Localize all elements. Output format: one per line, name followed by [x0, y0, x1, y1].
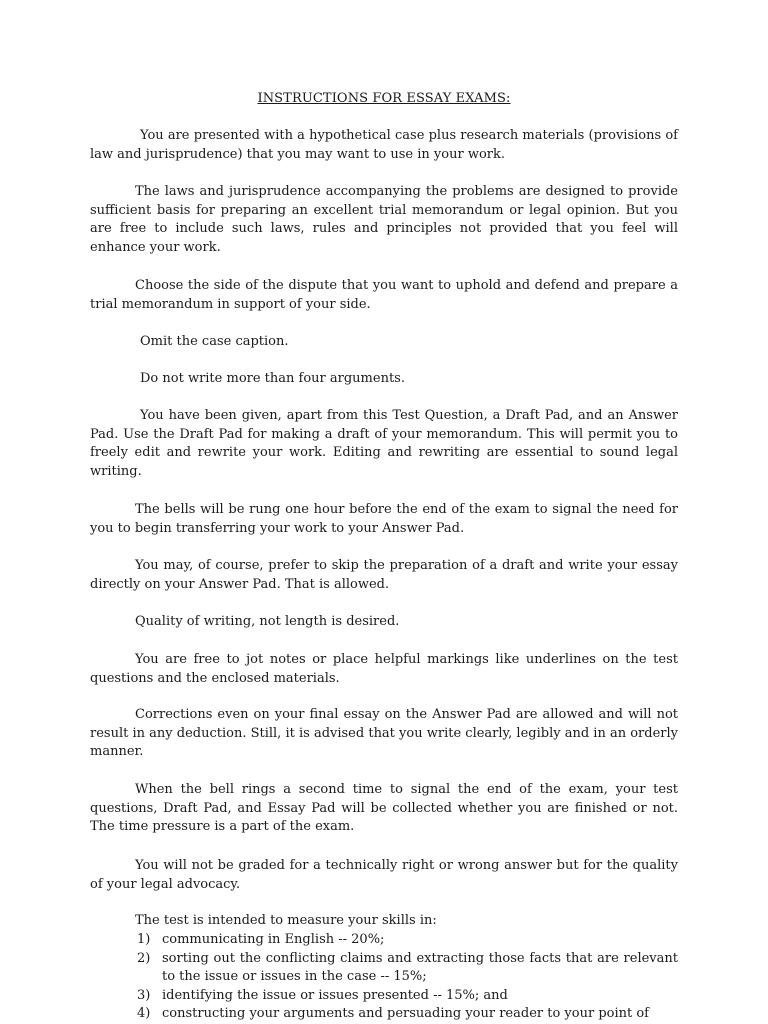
paragraph: Choose the side of the dispute that you want to uphold and defend and prepare a trial memorandum in support of your side. — [90, 278, 678, 312]
list-item-text: communicating in English -- 20%; — [162, 932, 385, 947]
list-item-text: constructing your arguments and persuading your reader to your point of — [162, 1006, 649, 1022]
list-item — [135, 950, 678, 987]
document-title: INSTRUCTIONS FOR ESSAY EXAMS: — [257, 91, 511, 106]
paragraph: You have been given, apart from this Test Question, a Draft Pad, and an Answer Pad. Use the Draft Pad for making a draft of your memorandum. This will permit you to freely edit and rewrite your work. Editing and rewriting are essential to sound legal writing. — [90, 408, 678, 479]
list-item-text: identifying the issue or issues presented -- 15%; and — [162, 987, 508, 1003]
list-item-number: 2) — [137, 950, 151, 966]
paragraph: You may, of course, prefer to skip the preparation of a draft and write your essay directly on your Answer Pad. That is allowed. — [90, 558, 678, 592]
list-item-number: 1) — [137, 932, 151, 947]
list-item — [135, 987, 678, 1006]
paragraph: You are free to jot notes or place helpful markings like underlines on the test questions and the enclosed materials. — [90, 652, 678, 686]
list-item — [135, 1005, 678, 1024]
list-item-number: 4) — [137, 1006, 151, 1022]
paragraph: You will not be graded for a technically right or wrong answer but for the quality of your legal advocacy. — [90, 858, 678, 892]
paragraph: Do not write more than four arguments. — [140, 371, 405, 386]
list-item-number: 3) — [137, 987, 151, 1003]
paragraph: Corrections even on your final essay on the Answer Pad are allowed and will not result in any deduction. Still, it is advised that you write clearly, legibly and in an orderly manner. — [90, 707, 678, 760]
list-item — [135, 931, 678, 950]
paragraph: Omit the case caption. — [140, 334, 289, 349]
paragraph: Quality of writing, not length is desired. — [135, 614, 400, 629]
paragraph: The laws and jurisprudence accompanying the problems are designed to provide sufficient basis for preparing an excellent trial memorandum or legal opinion. But you are free to include such laws, rules and principles not provided that you feel will enhance your work. — [90, 184, 678, 255]
list-item-text: sorting out the conflicting claims and extracting those facts that are relevant to the issue or issues in the case -- 15%; — [162, 950, 678, 985]
skills-list — [135, 931, 678, 1024]
paragraph: The bells will be rung one hour before the end of the exam to signal the need for you to begin transferring your work to your Answer Pad. — [90, 502, 678, 536]
skills-intro: The test is intended to measure your skills in: — [135, 913, 437, 928]
paragraph: You are presented with a hypothetical case plus research materials (provisions of law and jurisprudence) that you may want to use in your work. — [90, 128, 678, 162]
paragraph: When the bell rings a second time to signal the end of the exam, your test questions, Draft Pad, and Essay Pad will be collected whether you are finished or not. The time pressure is a part of the exam. — [90, 782, 678, 835]
